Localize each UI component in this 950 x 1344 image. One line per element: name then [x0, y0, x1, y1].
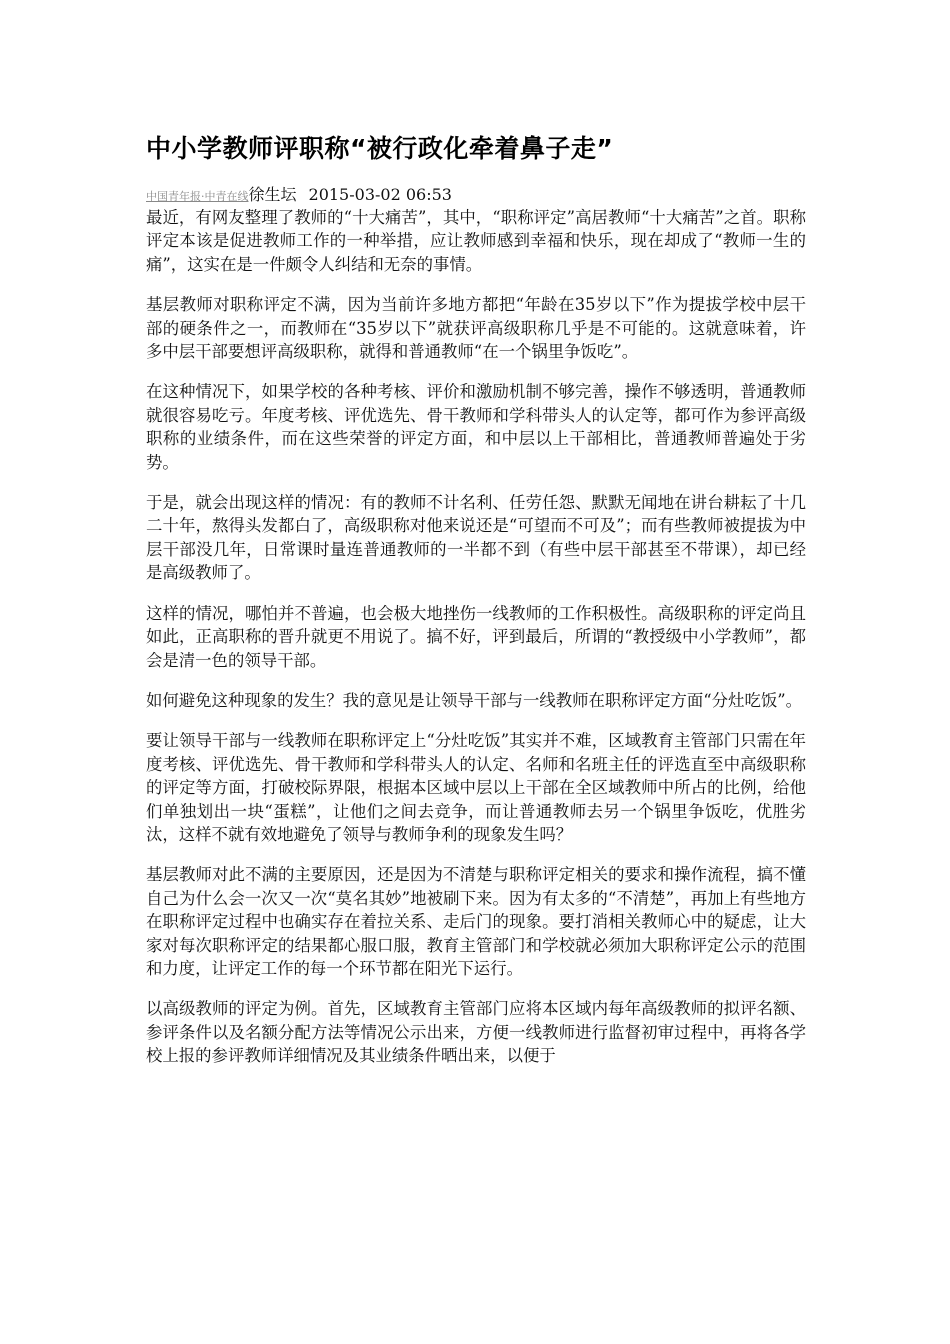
article-title: 中小学教师评职称“被行政化牵着鼻子走” [146, 134, 614, 163]
body-paragraph: 以高级教师的评定为例。首先，区域教育主管部门应将本区域内每年高级教师的拟评名额、参评条件以及名额分配方法等情况公示出来，方便一线教师进行监督初审过程中，再将各学校上报的参评教师详细情况及其业绩条件晒出来，以便于 [146, 999, 806, 1066]
body-paragraph: 如何避免这种现象的发生？我的意见是让领导干部与一线教师在职称评定方面“分灶吃饭”。 [146, 690, 802, 710]
body-paragraph: 于是，就会出现这样的情况：有的教师不计名利、任劳任怨、默默无闻地在讲台耕耘了十几二十年，熬得头发都白了，高级职称对他来说还是“可望而不可及”；而有些教师被提拔为中层干部没几年，日常课时量连普通教师的一半都不到（有些中层干部甚至不带课），却已经是高级教师了。 [146, 493, 806, 583]
body-paragraph: 要让领导干部与一线教师在职称评定上“分灶吃饭”其实并不难，区域教育主管部门只需在年度考核、评优选先、骨干教师和学科带头人的认定、名师和名班主任的评选直至中高级职称的评定等方面，打破校际界限，根据本区域中层以上干部在全区域教师中所占的比例，给他们单独划出一块“蛋糕”，让他们之间去竞争，而让普通教师去另一个锅里争饭吃，优胜劣汰，这样不就有效地避免了领导与教师争利的现象发生吗？ [146, 731, 806, 844]
author-name: 徐生坛 [248, 185, 297, 204]
byline [146, 184, 806, 206]
article-body [146, 206, 806, 1068]
body-paragraph: 在这种情况下，如果学校的各种考核、评价和激励机制不够完善，操作不够透明，普通教师就很容易吃亏。年度考核、评优选先、骨干教师和学科带头人的认定等，都可作为参评高级职称的业绩条件，而在这些荣誉的评定方面，和中层以上干部相比，普通教师普遍处于劣势。 [146, 382, 806, 472]
article [146, 132, 806, 1085]
body-paragraph: 基层教师对此不满的主要原因，还是因为不清楚与职称评定相关的要求和操作流程，搞不懂自己为什么会一次又一次“莫名其妙”地被刷下来。因为有太多的“不清楚”，再加上有些地方在职称评定过程中也确实存在着拉关系、走后门的现象。要打消相关教师心中的疑虑，让大家对每次职称评定的结果都心服口服，教育主管部门和学校就必须加大职称评定公示的范围和力度，让评定工作的每一个环节都在阳光下运行。 [146, 865, 806, 978]
body-paragraph: 基层教师对职称评定不满，因为当前许多地方都把“年龄在35岁以下”作为提拔学校中层干部的硬条件之一，而教师在“35岁以下”就获评高级职称几乎是不可能的。这就意味着，许多中层干部要想评高级职称，就得和普通教师“在一个锅里争饭吃”。 [146, 295, 806, 362]
body-paragraph: 最近，有网友整理了教师的“十大痛苦”，其中，“职称评定”高居教师“十大痛苦”之首。职称评定本该是促进教师工作的一种举措，应让教师感到幸福和快乐，现在却成了“教师一生的痛”，这实在是一件颇令人纠结和无奈的事情。 [146, 208, 806, 274]
publish-datetime: 2015-03-02 06:53 [308, 185, 452, 204]
source-link[interactable]: 中国青年报·中青在线 [146, 190, 249, 203]
body-paragraph: 这样的情况，哪怕并不普遍，也会极大地挫伤一线教师的工作积极性。高级职称的评定尚且如此，正高职称的晋升就更不用说了。搞不好，评到最后，所谓的“教授级中小学教师”，都会是清一色的领导干部。 [146, 603, 806, 670]
